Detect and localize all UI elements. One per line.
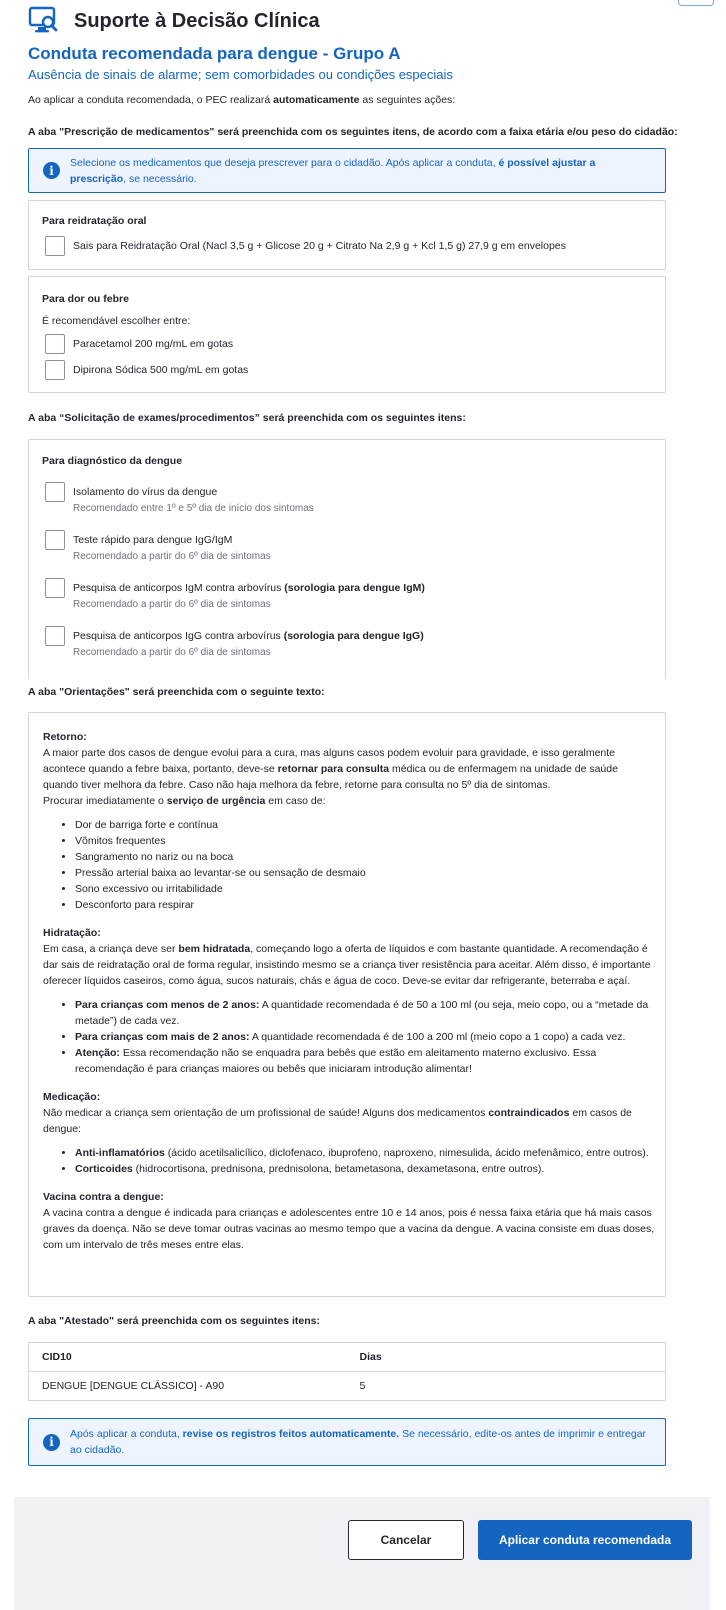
list-item: • Corticoides (hidrocortisona, prednisona, prednisolona, betametasona, dexametasona, entre outros). (75, 1161, 655, 1177)
cell-cid: DENGUE [DENGUE CLÁSSICO] - A90 (42, 1380, 225, 1392)
exam-option[interactable] (45, 530, 271, 564)
medication-checkbox[interactable] (45, 334, 65, 354)
conduta-title: Conduta recomendada para dengue - Grupo A (28, 44, 401, 63)
exames-card-title: Para diagnóstico da dengue (42, 455, 183, 467)
vacina-paragraph: A vacina contra a dengue é indicada para crianças e adolescentes entre 10 e 14 anos, pois é nessa faixa etária que há mais casos graves da doença. Não se deve tomar outras vacinas ao mesmo tempo que a vacina da dengue. A vacina consiste em duas doses, com um intervalo de três meses entre elas. (43, 1207, 655, 1251)
apply-conduct-button[interactable]: Aplicar conduta recomendada (478, 1520, 692, 1560)
medicacao-list (43, 1145, 655, 1177)
exam-option[interactable] (45, 578, 425, 612)
column-header-dias: Dias (347, 1343, 666, 1372)
prescricao-heading: A aba "Prescrição de medicamentos" será preenchida com os seguintes itens, de acordo com a faixa etária e/ou peso do cidadão: (28, 126, 678, 138)
exam-option[interactable] (45, 482, 314, 516)
exam-label: Pesquisa de anticorpos IgG contra arbovírus (sorologia para dengue IgG) (73, 630, 424, 642)
hidratacao-list (43, 997, 655, 1077)
orientacoes-text (43, 729, 655, 1253)
reidratacao-title: Para reidratação oral (42, 215, 147, 227)
exam-option[interactable] (45, 626, 424, 660)
exames-card (28, 439, 666, 679)
medicacao-paragraph: Não medicar a criança sem orientação de um profissional de saúde! Alguns dos medicamentos contraindicados em casos de dengue: (43, 1107, 632, 1135)
atestado-heading: A aba "Atestado" será preenchida com os seguintes itens: (28, 1315, 320, 1327)
dor-febre-note: É recomendável escolher entre: (42, 315, 191, 327)
dor-febre-title: Para dor ou febre (42, 293, 129, 305)
retorno-paragraph: A maior parte dos casos de dengue evolui para a cura, mas alguns casos podem evoluir para gravidade, e isso geralmente acontece quando a febre baixa, portanto, deve-se retornar para consulta médica ou de enfermagem na unidade de saúde quando tiver melhora da febre. Caso não haja melhora da febre, retorne para consulta no 5º dia de sintomas. (43, 747, 618, 791)
list-item: • Para crianças com mais de 2 anos: A quantidade recomendada é de 100 a 200 ml (meio copo a 1 copo) a cada vez. (75, 1029, 655, 1045)
app-header (28, 4, 320, 38)
close-button[interactable] (678, 0, 714, 6)
reidratacao-card (28, 200, 666, 270)
exam-label: Teste rápido para dengue IgG/IgM (73, 534, 233, 546)
list-item: • Sono excessivo ou irritabilidade (75, 881, 655, 897)
cell-dias: 5 (359, 1380, 366, 1392)
prescricao-info-alert (28, 148, 666, 193)
app-title: Suporte à Decisão Clínica (74, 9, 320, 32)
orientacoes-heading: A aba "Orientações" será preenchida com o seguinte texto: (28, 686, 325, 698)
hidratacao-title: Hidratação: (43, 927, 101, 939)
conduta-intro: Ao aplicar a conduta recomendada, o PEC realizará automaticamente as seguintes ações: (28, 94, 456, 106)
final-alert-text: Após aplicar a conduta, revise os registros feitos automaticamente. Se necessário, edite-os antes de imprimir e entregar ao cidadão. (70, 1428, 647, 1456)
exam-checkbox[interactable] (45, 530, 65, 550)
medication-label: Sais para Reidratação Oral (Nacl 3,5 g + Glicose 20 g + Citrato Na 2,9 g + Kcl 1,5 g) 27,9 g em envelopes (73, 240, 566, 252)
vacina-title: Vacina contra a dengue: (43, 1191, 164, 1203)
exam-recommendation: Recomendado a partir do 6º dia de sintomas (73, 647, 271, 658)
conduta-subtitle: Ausência de sinais de alarme; sem comorbidades ou condições especiais (28, 67, 453, 82)
exam-recommendation: Recomendado a partir do 6º dia de sintomas (73, 551, 271, 562)
monitor-search-icon (28, 5, 60, 37)
prescricao-alert-text: Selecione os medicamentos que deseja prescrever para o cidadão. Após aplicar a conduta, é possível ajustar a prescrição, se necessário. (70, 156, 596, 185)
list-item: • Desconforto para respirar (75, 897, 655, 913)
info-icon: i (43, 1434, 60, 1451)
dor-febre-card (28, 276, 666, 393)
list-item: • Para crianças com menos de 2 anos: A quantidade recomendada é de 50 a 100 ml (ou seja, meio copo, ou a “metade da metade”) de cada vez. (75, 997, 655, 1029)
exam-checkbox[interactable] (45, 626, 65, 646)
column-header-cid: CID10 (29, 1343, 347, 1372)
hidratacao-paragraph: Em casa, a criança deve ser bem hidratada, começando logo a oferta de líquidos e com bastante quantidade. A recomendação é dar sais de reidratação oral de forma regular, insistindo mesmo se a criança tiver resistência para aceitar. Além disso, é importante oferecer líquidos caseiros, como água, sucos naturais, chás e água de coco. Deve-se evitar dar refrigerante, beterraba e açaí. (43, 943, 651, 987)
list-item: • Atenção: Essa recomendação não se enquadra para bebês que estão em aleitamento materno exclusivo. Essa recomendação é para crianças maiores ou bebês que iniciaram introdução alimentar! (75, 1045, 655, 1077)
table-row (29, 1372, 666, 1401)
exames-heading: A aba “Solicitação de exames/procedimentos” será preenchida com os seguintes itens: (28, 412, 466, 424)
retorno-list (43, 817, 655, 913)
retorno-urgencia: Procurar imediatamente o serviço de urgência em caso de: (43, 795, 326, 807)
atestado-table (28, 1342, 666, 1401)
footer-bar (14, 1497, 710, 1610)
medication-checkbox[interactable] (45, 236, 65, 256)
medication-checkbox[interactable] (45, 360, 65, 380)
medication-label: Paracetamol 200 mg/mL em gotas (73, 338, 234, 350)
list-item: • Pressão arterial baixa ao levantar-se ou sensação de desmaio (75, 865, 655, 881)
medication-label: Dipirona Sódica 500 mg/mL em gotas (73, 364, 249, 376)
medicacao-title: Medicação: (43, 1091, 101, 1103)
scroll-fade (29, 668, 665, 680)
medication-option[interactable] (45, 334, 233, 354)
info-icon: i (43, 162, 60, 179)
exam-label: Isolamento do vírus da dengue (73, 486, 218, 498)
list-item: • Dor de barriga forte e contínua (75, 817, 655, 833)
list-item: • Vômitos frequentes (75, 833, 655, 849)
orientacoes-card (28, 712, 666, 1297)
exam-label: Pesquisa de anticorpos IgM contra arbovírus (sorologia para dengue IgM) (73, 582, 425, 594)
medication-option[interactable] (45, 360, 248, 380)
medication-option[interactable] (45, 236, 566, 256)
exam-recommendation: Recomendado entre 1º e 5º dia de início dos sintomas (73, 503, 314, 514)
final-info-alert (28, 1418, 666, 1466)
retorno-title: Retorno: (43, 731, 87, 743)
exam-checkbox[interactable] (45, 578, 65, 598)
exam-checkbox[interactable] (45, 482, 65, 502)
cancel-button[interactable]: Cancelar (348, 1520, 464, 1560)
list-item: • Sangramento no nariz ou na boca (75, 849, 655, 865)
table-header-row (29, 1343, 666, 1372)
list-item: • Anti-inflamatórios (ácido acetilsalicílico, diclofenaco, ibuprofeno, naproxeno, nimesulida, ácido mefenâmico, entre outros). (75, 1145, 655, 1161)
exam-recommendation: Recomendado a partir do 6º dia de sintomas (73, 599, 271, 610)
